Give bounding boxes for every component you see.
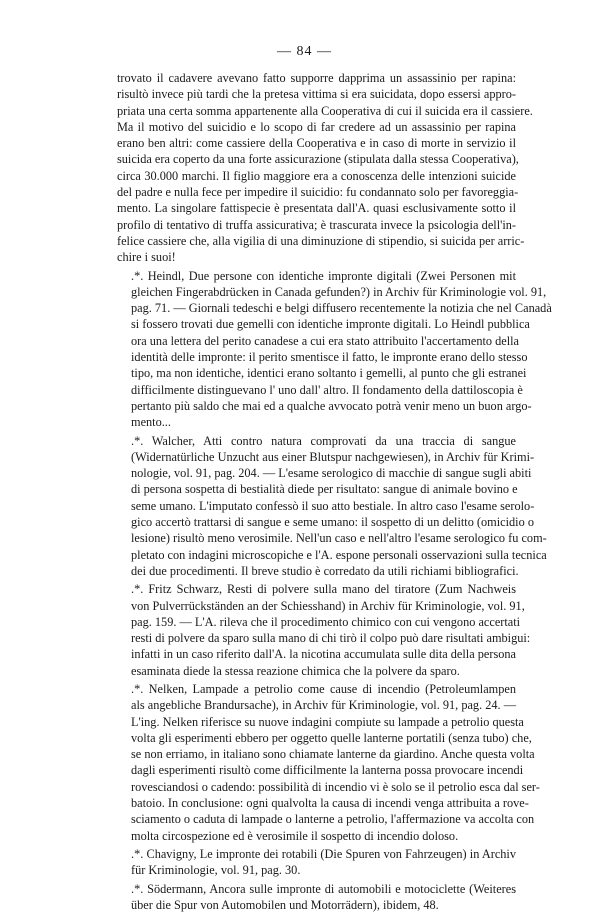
text-line: Ma il motivo del suicidio e lo scopo di far credere ad un assassinio per rapina [117, 119, 516, 134]
text-line: sciamento o caduta di lampade o lanterne a petrolio, l'affermazione va accolta con [131, 812, 535, 827]
text-line: seme umano. L'imputato confessò il suo atto bestiale. In altro caso l'esame serolo- [131, 498, 535, 513]
text-line: esaminata diede la stessa reazione chimica che la polvere da sparo. [131, 663, 460, 678]
text-line: identità delle impronte: il perito smentisce il fatto, le impronte erano dello stesso [131, 350, 528, 365]
text-line: se non erriamo, in italiano sono chiamate lanterne da giardino. Anche questa volta [131, 747, 535, 762]
text-line: felice cassiere che, alla vigilia di una diminuzione di stipendio, si suicida per arric- [117, 233, 525, 248]
text-line: .*. Södermann, Ancora sulle impronte di automobili e motociclette (Weiteres [131, 881, 516, 896]
text-line: del padre e nulla fece per impedire il suicidio: fu condannato solo per favoreggia- [117, 185, 519, 200]
text-line: lesione) risultò meno verosimile. Nell'un caso e nell'altro l'esame serologico fu com- [131, 531, 547, 546]
text-line: volta gli esperimenti ebbero per oggetto quelle lanterne portatili (senza tubo) che, [131, 730, 532, 745]
text-line: ora una lettera del perito canadese a cui era stato attribuito l'accertamento della [131, 333, 520, 348]
text-line: .*. Nelken, Lampade a petrolio come cause di incendio (Petroleumlampen [131, 681, 516, 696]
text-line: suicida era coperto da una forte assicurazione (stipulata dalla stessa Cooperativa), [117, 152, 519, 167]
text-line: chire i suoi! [117, 250, 176, 265]
text-line: priata una certa somma appartenente alla Cooperativa di cui il suicida era il cassiere. [117, 103, 533, 118]
text-line: mento... [131, 415, 171, 430]
paragraph-nelken [117, 681, 540, 844]
text-line: risultò invece più tardi che la pretesa vittima si era suicidata, dopo essersi appro- [117, 87, 516, 102]
paragraph-chavigny [117, 846, 516, 879]
text-line: von Pulverrückständen an der Schiesshand) in Archiv für Kriminologie, vol. 91, [131, 598, 525, 613]
text-line: si fossero trovati due gemelli con identiche impronte digitali. Lo Heindl pubblica [131, 317, 530, 332]
text-line: erano ben altri: come cassiere della Cooperativa e in caso di morte in servizio il [117, 136, 516, 151]
body-text [117, 70, 552, 913]
text-line: L'ing. Nelken riferisce su nuove indagini compiute su lampade a petrolio questa [131, 714, 524, 729]
text-line: gleichen Fingerabdrücken in Canada gefunden?) in Archiv für Kriminologie vol. 91, [131, 284, 547, 299]
paragraph-walcher [117, 433, 547, 580]
text-line: als angebliche Brandursache), in Archiv für Kriminologie, vol. 91, pag. 24. — [131, 698, 516, 713]
text-line: pertanto più saldo che mai ed a qualche avvocato potrà venir meno un buon argo- [131, 398, 532, 413]
text-line: mento. La singolare fattispecie è presentata dall'A. quasi esclusivamente sotto il [117, 201, 516, 216]
text-line: molta circospezione ed è verosimile il sospetto di incendio doloso. [131, 828, 459, 843]
page-number: — 84 — [277, 44, 332, 59]
paragraph-sodermann [117, 881, 516, 913]
text-line: über die Spur von Automobilen und Motorrädern), ibidem, 48. [131, 897, 439, 912]
text-line: pag. 71. — Giornali tedeschi e belgi diffusero recentemente la notizia che nel Canadà [131, 301, 552, 316]
text-line: trovato il cadavere avevano fatto supporre dapprima un assassinio per rapina: [117, 71, 516, 85]
text-line: tipo, ma non identiche, identici erano soltanto i gemelli, al punto che gli estranei [131, 366, 527, 381]
paragraph [117, 70, 533, 266]
text-line: .*. Walcher, Atti contro natura comprovati da una traccia di sangue [131, 433, 516, 448]
paragraph-heindl [117, 268, 552, 431]
text-line: di persona sospetta di bestialità diede per risultato: sangue di animale bovino e [131, 482, 518, 497]
text-line: infatti in un caso riferito dall'A. la nicotina accumulata sulle dita della persona [131, 647, 516, 662]
text-line: (Widernatürliche Unzucht aus einer Blutspur nachgewiesen), in Archiv für Krimi- [131, 449, 535, 464]
text-line: .*. Fritz Schwarz, Resti di polvere sulla mano del tiratore (Zum Nachweis [131, 582, 516, 597]
text-line: nologie, vol. 91, pag. 204. — L'esame serologico di macchie di sangue sugli abiti [131, 466, 532, 481]
text-line: profilo di tentativo di truffa assicurativa; è trascurata invece la psicologia dell'in- [117, 217, 516, 232]
text-line: .*. Heindl, Due persone con identiche impronte digitali (Zwei Personen mit [131, 268, 516, 283]
text-line: dagli esperimenti risultò come difficilmente la lanterna possa provocare incendi [131, 763, 524, 778]
text-line: .*. Chavigny, Le impronte dei rotabili (Die Spuren von Fahrzeugen) in Archiv [131, 846, 516, 861]
text-line: gico accertò trattarsi di sangue e seme umano: il sospetto di un delitto (omicidio o [131, 515, 534, 530]
text-line: für Kriminologie, vol. 91, pag. 30. [131, 863, 301, 878]
text-line: pletato con indagini microscopiche e l'A. espone personali osservazioni sulla tecnica [131, 547, 547, 562]
text-line: resti di polvere da sparo sulla mano di chi tirò il colpo può dare risultati ambigui: [131, 631, 531, 646]
paragraph-schwarz [117, 581, 531, 679]
text-line: circa 30.000 marchi. Il figlio maggiore era a conoscenza delle intenzioni suicide [117, 168, 516, 183]
text-line: dei due procedimenti. Il breve studio è corredato da utili richiami bibliografici. [131, 563, 519, 578]
text-line: rovesciandosi o cadendo: possibilità di incendio vi è solo se il petrolio esca dal ser- [131, 779, 540, 794]
text-line: difficilmente distinguevano l' uno dall' altro. Il fondamento della dattiloscopia è [131, 382, 523, 397]
text-line: batoio. In conclusione: ogni qualvolta la causa di incendi venga attribuita a rove- [131, 796, 529, 811]
text-line: pag. 159. — L'A. rileva che il procedimento chimico con cui vengono accertati [131, 614, 521, 629]
